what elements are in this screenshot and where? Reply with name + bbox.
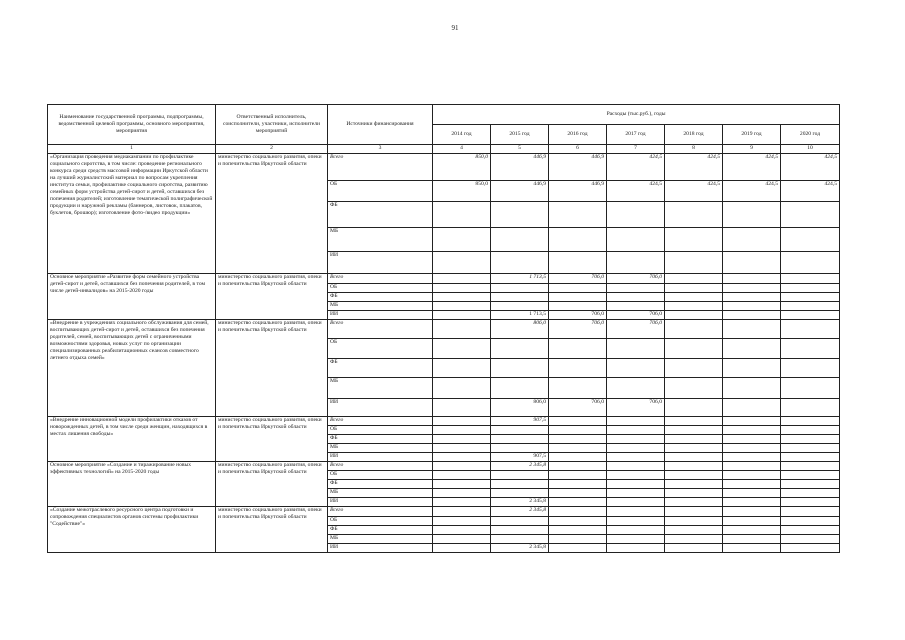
expense-value-cell	[723, 228, 781, 252]
expense-value-cell	[665, 274, 723, 284]
executor-cell: министерство социального развития, опеки и попечительства Иркутской области	[216, 154, 328, 274]
expense-value-cell	[665, 535, 723, 544]
expense-value-cell	[549, 498, 607, 507]
table-row	[48, 417, 840, 426]
column-number: 9	[723, 145, 781, 154]
expense-value-cell	[723, 284, 781, 293]
funding-source-cell: ОБ	[328, 181, 433, 202]
funding-source-cell: ОБ	[328, 471, 433, 480]
funding-source-cell: МБ	[328, 302, 433, 311]
expense-value-cell	[433, 471, 491, 480]
expense-value-cell	[723, 544, 781, 553]
expense-value-cell	[433, 526, 491, 535]
expense-value-cell	[433, 426, 491, 435]
expense-value-cell	[491, 526, 549, 535]
expense-value-cell: 446,9	[549, 154, 607, 181]
expense-value-cell	[549, 453, 607, 462]
table-row	[48, 154, 840, 181]
expense-value-cell	[491, 535, 549, 544]
expense-value-cell	[433, 535, 491, 544]
expense-value-cell	[549, 435, 607, 444]
expense-value-cell	[723, 320, 781, 339]
expense-value-cell	[665, 480, 723, 489]
table-row	[48, 507, 840, 517]
expense-value-cell	[665, 471, 723, 480]
expense-value-cell	[781, 284, 840, 293]
expense-value-cell	[607, 359, 665, 378]
expense-value-cell	[781, 378, 840, 399]
expense-value-cell	[607, 544, 665, 553]
column-number: 8	[665, 145, 723, 154]
expense-value-cell	[665, 526, 723, 535]
expense-value-cell	[781, 462, 840, 471]
expense-value-cell	[607, 444, 665, 453]
expense-value-cell	[607, 480, 665, 489]
expense-value-cell: 806,0	[491, 320, 549, 339]
expense-value-cell	[549, 202, 607, 228]
expense-value-cell	[781, 517, 840, 526]
funding-source-cell: ФБ	[328, 293, 433, 302]
header-name: Наименование государственной программы, подпрограммы, ведомственной целевой программы, основного мероприятия, мероприятия	[48, 105, 216, 145]
expense-value-cell	[665, 435, 723, 444]
activity-name-cell: «Создание межотраслевого ресурсного центра подготовки и сопровождения специалистов органов системы профилактики "Содействие"»	[48, 507, 216, 553]
expense-value-cell: 850,0	[433, 154, 491, 181]
expense-value-cell	[549, 489, 607, 498]
expense-value-cell	[607, 293, 665, 302]
expense-value-cell: 424,5	[665, 181, 723, 202]
executor-cell: министерство социального развития, опеки и попечительства Иркутской области	[216, 462, 328, 507]
header-year: 2016 год	[549, 125, 607, 145]
expense-value-cell	[491, 293, 549, 302]
expense-value-cell	[781, 507, 840, 517]
expense-value-cell	[723, 417, 781, 426]
funding-source-cell: ФБ	[328, 526, 433, 535]
expense-value-cell: 706,0	[607, 399, 665, 417]
expense-value-cell: 424,5	[723, 154, 781, 181]
expense-value-cell	[491, 517, 549, 526]
expense-value-cell: 424,5	[723, 181, 781, 202]
funding-source-cell: МБ	[328, 228, 433, 252]
header-year: 2020 год	[781, 125, 840, 145]
expense-value-cell	[665, 378, 723, 399]
expense-value-cell	[491, 302, 549, 311]
expense-value-cell	[491, 480, 549, 489]
expense-value-cell	[491, 359, 549, 378]
expense-value-cell	[607, 435, 665, 444]
expense-value-cell	[665, 359, 723, 378]
expense-value-cell	[723, 462, 781, 471]
expense-value-cell	[723, 311, 781, 320]
expense-value-cell: 706,0	[607, 274, 665, 284]
expense-value-cell	[433, 517, 491, 526]
expense-value-cell	[433, 293, 491, 302]
expense-value-cell	[781, 498, 840, 507]
expense-value-cell: 2 345,8	[491, 462, 549, 471]
expense-value-cell: 2 345,8	[491, 507, 549, 517]
expense-value-cell	[433, 507, 491, 517]
expense-value-cell	[781, 339, 840, 359]
expense-value-cell: 2 345,8	[491, 544, 549, 553]
expense-value-cell	[549, 228, 607, 252]
header-source: Источники финансирования	[328, 105, 433, 145]
expense-value-cell	[433, 274, 491, 284]
executor-cell: министерство социального развития, опеки и попечительства Иркутской области	[216, 320, 328, 417]
expense-value-cell	[433, 544, 491, 553]
expense-value-cell	[781, 480, 840, 489]
expense-value-cell	[549, 544, 607, 553]
expense-value-cell	[607, 202, 665, 228]
expense-value-cell	[433, 444, 491, 453]
column-number: 4	[433, 145, 491, 154]
activity-name-cell: Основное мероприятие «Создание и тиражирование новых эффективных технологий» на 2015-2020 годы	[48, 462, 216, 507]
funding-source-cell: Всего	[328, 154, 433, 181]
expense-value-cell	[433, 284, 491, 293]
funding-source-cell: МБ	[328, 489, 433, 498]
expense-value-cell	[665, 453, 723, 462]
expense-value-cell: 1 713,5	[491, 274, 549, 284]
expense-value-cell	[781, 453, 840, 462]
expense-value-cell	[781, 311, 840, 320]
expense-value-cell	[491, 435, 549, 444]
activity-name-cell: «Внедрение в учреждениях социального обслуживания для семей, воспитывающих детей-сирот и детей, оставшихся без попечения родителей, семей, воспитывающих детей с ограниченными возможностями здоровья, новых услуг по организации специализированных реабилитационных сеансов совместного летнего отдыха семей»	[48, 320, 216, 417]
expense-value-cell	[607, 526, 665, 535]
expense-value-cell	[433, 252, 491, 274]
expense-value-cell	[607, 339, 665, 359]
expense-value-cell	[433, 498, 491, 507]
funding-source-cell: ФБ	[328, 435, 433, 444]
expense-value-cell: 706,0	[549, 399, 607, 417]
budget-table	[47, 104, 840, 553]
expense-value-cell	[549, 462, 607, 471]
expense-value-cell	[665, 228, 723, 252]
expense-value-cell	[781, 417, 840, 426]
expense-value-cell	[549, 517, 607, 526]
expense-value-cell	[607, 471, 665, 480]
expense-value-cell	[607, 228, 665, 252]
expense-value-cell	[549, 284, 607, 293]
expense-value-cell	[665, 462, 723, 471]
expense-value-cell	[781, 228, 840, 252]
expense-value-cell	[665, 399, 723, 417]
expense-value-cell	[491, 202, 549, 228]
activity-name-cell: «Организация проведения медиакампании по профилактике социального сиротства, в том числе: проведение регионального конкурса среди средств массовой информации Иркутской области на лучший журналистский материал по вопросам укрепления института семьи, профилактике социального сиротства, развитию семейных форм устройства детей-сирот и детей, оставшихся без попечения родителей; изготовление тематической полиграфической продукции и наружной рекламы (баннеров, листовок, плакатов, буклетов, брошюр); изготовление фото-/видео продукции»	[48, 154, 216, 274]
column-number: 2	[216, 145, 328, 154]
expense-value-cell: 850,0	[433, 181, 491, 202]
header-year: 2014 год	[433, 125, 491, 145]
expense-value-cell	[781, 274, 840, 284]
header-year: 2015 год	[491, 125, 549, 145]
expense-value-cell	[549, 480, 607, 489]
column-number: 6	[549, 145, 607, 154]
expense-value-cell	[607, 417, 665, 426]
expense-value-cell	[607, 453, 665, 462]
expense-value-cell	[723, 302, 781, 311]
expense-value-cell	[781, 293, 840, 302]
expense-value-cell	[723, 252, 781, 274]
expense-value-cell: 907,5	[491, 453, 549, 462]
expense-value-cell	[781, 435, 840, 444]
funding-source-cell: МБ	[328, 444, 433, 453]
expense-value-cell	[781, 320, 840, 339]
column-number: 3	[328, 145, 433, 154]
expense-value-cell	[781, 544, 840, 553]
expense-value-cell	[433, 462, 491, 471]
expense-value-cell	[723, 489, 781, 498]
expense-value-cell	[433, 453, 491, 462]
funding-source-cell: ФБ	[328, 359, 433, 378]
column-number: 7	[607, 145, 665, 154]
expense-value-cell	[491, 339, 549, 359]
expense-value-cell	[607, 498, 665, 507]
funding-source-cell: Всего	[328, 507, 433, 517]
expense-value-cell	[781, 202, 840, 228]
expense-value-cell	[781, 526, 840, 535]
funding-source-cell: ИИ	[328, 544, 433, 553]
header-year: 2018 год	[665, 125, 723, 145]
executor-cell: министерство социального развития, опеки и попечительства Иркутской области	[216, 417, 328, 462]
expense-value-cell	[433, 359, 491, 378]
expense-value-cell	[781, 359, 840, 378]
funding-source-cell: ФБ	[328, 480, 433, 489]
expense-value-cell	[607, 489, 665, 498]
expense-value-cell	[723, 444, 781, 453]
column-number: 10	[781, 145, 840, 154]
expense-value-cell	[781, 444, 840, 453]
expense-value-cell	[723, 526, 781, 535]
table-row	[48, 320, 840, 339]
expense-value-cell	[723, 453, 781, 462]
expense-value-cell	[549, 339, 607, 359]
header-executor: Ответственный исполнитель, соисполнители, участники, исполнители мероприятий	[216, 105, 328, 145]
expense-value-cell	[549, 417, 607, 426]
funding-source-cell: ИИ	[328, 252, 433, 274]
expense-value-cell	[781, 426, 840, 435]
expense-value-cell: 706,0	[549, 274, 607, 284]
executor-cell: министерство социального развития, опеки и попечительства Иркутской области	[216, 274, 328, 320]
expense-value-cell	[723, 426, 781, 435]
expense-value-cell	[781, 535, 840, 544]
funding-source-cell: ОБ	[328, 517, 433, 526]
expense-value-cell	[549, 426, 607, 435]
expense-value-cell	[607, 378, 665, 399]
executor-cell: министерство социального развития, опеки и попечительства Иркутской области	[216, 507, 328, 553]
expense-value-cell	[781, 399, 840, 417]
header-year: 2019 год	[723, 125, 781, 145]
funding-source-cell: Всего	[328, 462, 433, 471]
table-row	[48, 462, 840, 471]
funding-source-cell: Всего	[328, 274, 433, 284]
activity-name-cell: «Внедрение инновационной модели профилактики отказов от новорожденных детей, в том числе среди женщин, находящихся в местах лишения свободы»	[48, 417, 216, 462]
expense-value-cell: 706,0	[549, 311, 607, 320]
expense-value-cell	[549, 302, 607, 311]
expense-value-cell	[723, 471, 781, 480]
header-year: 2017 год	[607, 125, 665, 145]
funding-source-cell: МБ	[328, 535, 433, 544]
expense-value-cell	[665, 507, 723, 517]
table-row	[48, 274, 840, 284]
expense-value-cell	[433, 339, 491, 359]
header-expenses: Расходы (тыс.руб.), годы	[433, 105, 840, 125]
expense-value-cell	[723, 293, 781, 302]
expense-value-cell	[491, 444, 549, 453]
funding-source-cell: ОБ	[328, 426, 433, 435]
funding-source-cell: ОБ	[328, 339, 433, 359]
activity-name-cell: Основное мероприятие «Развитие форм семейного устройства детей-сирот и детей, оставшихся без попечения родителей, в том числе детей-инвалидов» на 2015-2020 годы	[48, 274, 216, 320]
expense-value-cell	[607, 517, 665, 526]
expense-value-cell	[723, 517, 781, 526]
expense-value-cell	[433, 320, 491, 339]
expense-value-cell	[549, 535, 607, 544]
column-number-row	[48, 145, 840, 154]
page-number: 91	[451, 24, 459, 32]
expense-value-cell	[723, 359, 781, 378]
expense-value-cell: 907,5	[491, 417, 549, 426]
expense-value-cell	[433, 378, 491, 399]
funding-source-cell: Всего	[328, 417, 433, 426]
expense-value-cell	[665, 311, 723, 320]
expense-value-cell	[549, 378, 607, 399]
expense-value-cell	[781, 302, 840, 311]
expense-value-cell: 806,0	[491, 399, 549, 417]
expense-value-cell	[781, 471, 840, 480]
expense-value-cell	[607, 426, 665, 435]
expense-value-cell: 446,9	[491, 154, 549, 181]
expense-value-cell	[723, 435, 781, 444]
funding-source-cell: ФБ	[328, 202, 433, 228]
expense-value-cell	[433, 435, 491, 444]
expense-value-cell	[781, 252, 840, 274]
funding-source-cell: ИИ	[328, 311, 433, 320]
funding-source-cell: ИИ	[328, 498, 433, 507]
expense-value-cell	[491, 284, 549, 293]
expense-value-cell	[433, 228, 491, 252]
expense-value-cell	[723, 507, 781, 517]
expense-value-cell	[607, 252, 665, 274]
expense-value-cell	[433, 399, 491, 417]
expense-value-cell	[607, 535, 665, 544]
expense-value-cell	[491, 489, 549, 498]
expense-value-cell	[491, 252, 549, 274]
expense-value-cell	[723, 535, 781, 544]
expense-value-cell	[607, 284, 665, 293]
expense-value-cell	[549, 471, 607, 480]
expense-value-cell	[549, 359, 607, 378]
expense-value-cell	[433, 417, 491, 426]
expense-value-cell	[433, 489, 491, 498]
expense-value-cell	[665, 252, 723, 274]
expense-value-cell: 1 713,5	[491, 311, 549, 320]
expense-value-cell	[549, 293, 607, 302]
expense-value-cell	[723, 202, 781, 228]
expense-value-cell	[665, 489, 723, 498]
expense-value-cell	[433, 311, 491, 320]
expense-value-cell	[723, 274, 781, 284]
expense-value-cell: 424,5	[665, 154, 723, 181]
expense-value-cell	[491, 471, 549, 480]
expense-value-cell	[665, 417, 723, 426]
expense-value-cell	[665, 302, 723, 311]
expense-value-cell: 706,0	[549, 320, 607, 339]
expense-value-cell: 446,9	[549, 181, 607, 202]
expense-value-cell	[433, 480, 491, 489]
expense-value-cell	[723, 399, 781, 417]
expense-value-cell: 424,5	[781, 154, 840, 181]
expense-value-cell	[723, 498, 781, 507]
expense-value-cell: 446,9	[491, 181, 549, 202]
expense-value-cell	[665, 544, 723, 553]
funding-source-cell: ИИ	[328, 453, 433, 462]
expense-value-cell	[549, 444, 607, 453]
expense-value-cell	[549, 507, 607, 517]
expense-value-cell	[723, 339, 781, 359]
expense-value-cell: 424,5	[781, 181, 840, 202]
column-number: 5	[491, 145, 549, 154]
expense-value-cell	[607, 462, 665, 471]
expense-value-cell	[665, 293, 723, 302]
expense-value-cell	[491, 228, 549, 252]
expense-value-cell	[433, 202, 491, 228]
expense-value-cell	[665, 339, 723, 359]
expense-value-cell	[433, 302, 491, 311]
expense-value-cell: 706,0	[607, 320, 665, 339]
expense-value-cell: 424,5	[607, 154, 665, 181]
funding-source-cell: МБ	[328, 378, 433, 399]
expense-value-cell	[665, 284, 723, 293]
expense-value-cell	[491, 426, 549, 435]
expense-value-cell	[723, 480, 781, 489]
expense-value-cell	[665, 498, 723, 507]
expense-value-cell: 706,0	[607, 311, 665, 320]
column-number: 1	[48, 145, 216, 154]
expense-value-cell	[781, 489, 840, 498]
expense-value-cell	[665, 444, 723, 453]
expense-value-cell	[549, 252, 607, 274]
expense-value-cell	[607, 302, 665, 311]
funding-source-cell: ОБ	[328, 284, 433, 293]
expense-value-cell: 424,5	[607, 181, 665, 202]
expense-value-cell: 2 345,8	[491, 498, 549, 507]
expense-value-cell	[607, 507, 665, 517]
expense-value-cell	[665, 320, 723, 339]
expense-value-cell	[665, 426, 723, 435]
expense-value-cell	[723, 378, 781, 399]
funding-source-cell: Всего	[328, 320, 433, 339]
expense-value-cell	[491, 378, 549, 399]
funding-source-cell: ИИ	[328, 399, 433, 417]
expense-value-cell	[549, 526, 607, 535]
expense-value-cell	[665, 517, 723, 526]
expense-value-cell	[665, 202, 723, 228]
